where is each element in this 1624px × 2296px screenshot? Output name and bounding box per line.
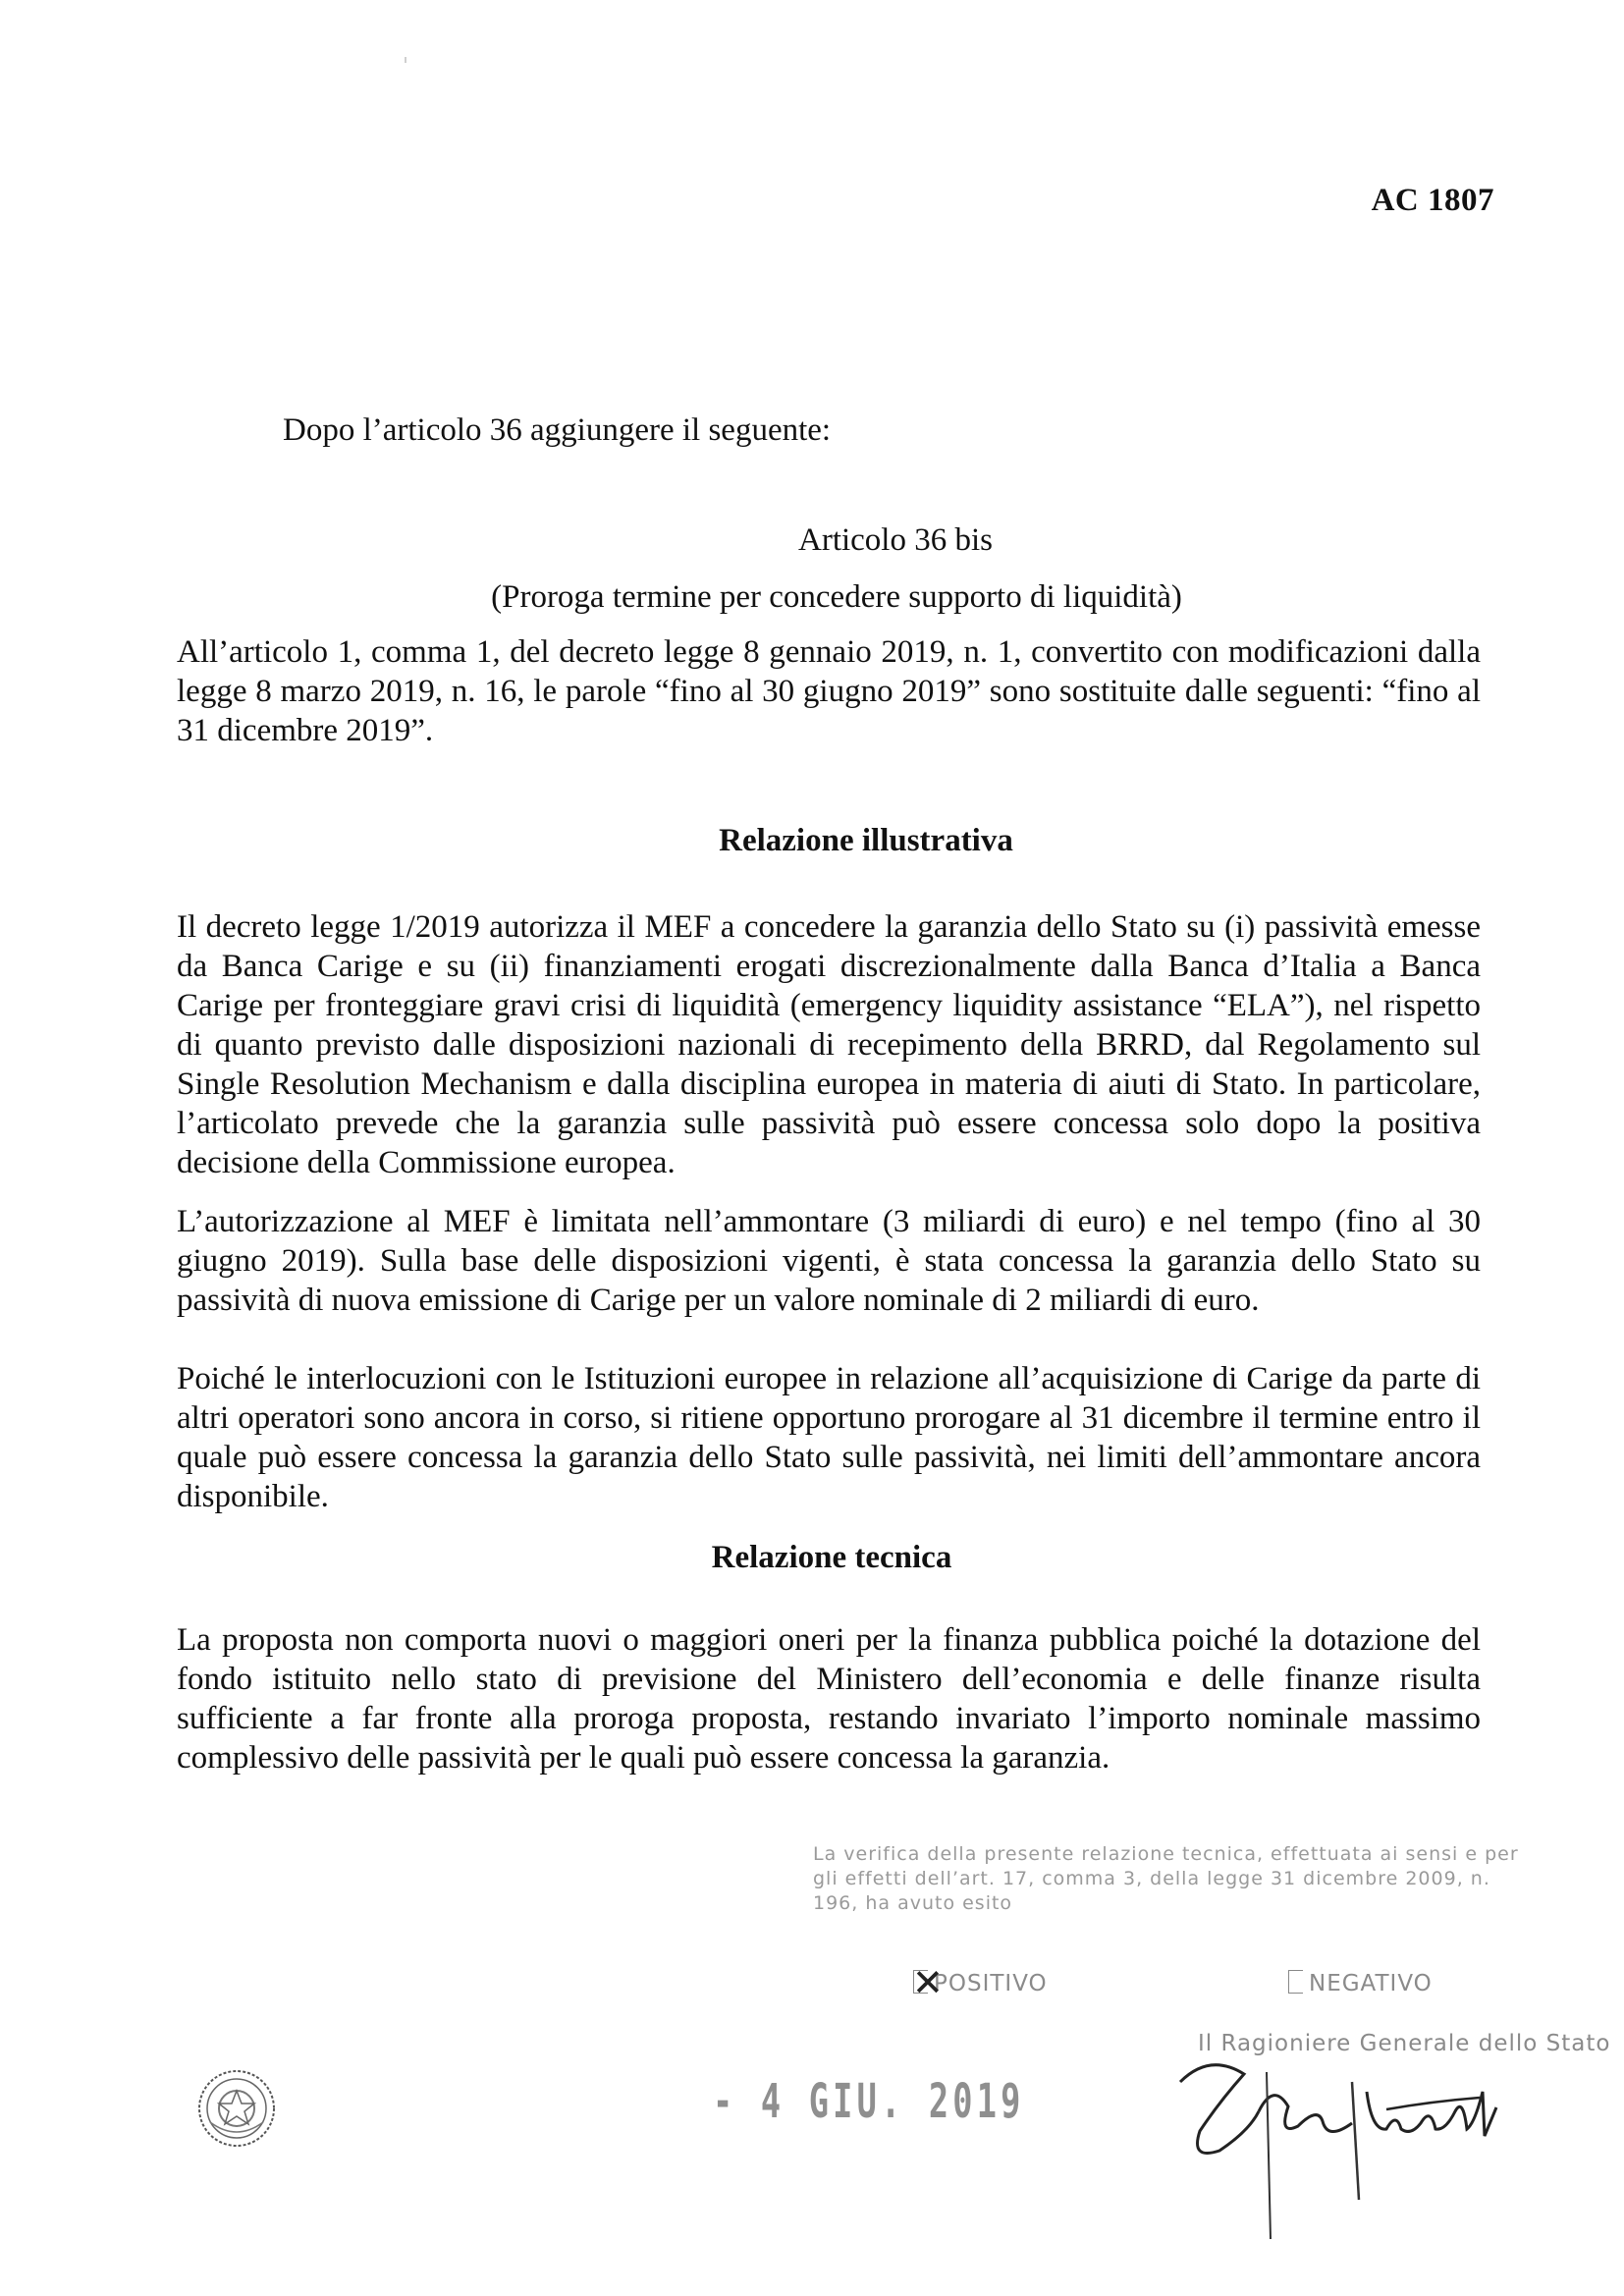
verification-stamp-note: La verifica della presente relazione tecnica, effettuata ai sensi e per gli effetti dell’art. 17, comma 3, della legge 31 dicembre 2009, n. 196, ha avuto esito bbox=[813, 1843, 1519, 1914]
checkbox-empty bbox=[1288, 1970, 1303, 1994]
option-positive-label: POSITIVO bbox=[934, 1971, 1048, 1996]
relazione-tecnica-heading: Relazione tecnica bbox=[711, 1540, 952, 1575]
relazione-illustrativa-heading: Relazione illustrativa bbox=[719, 823, 1013, 858]
stamp-option-positive bbox=[912, 1961, 1048, 2004]
illustrativa-paragraph: Poiché le interlocuzioni con le Istituzioni europee in relazione all’acquisizione di Carige da parte di altri operatori sono ancora in corso, si ritiene opportuno prorogare al 31 dicembre il termine entro il quale può essere concessa la garanzia dello Stato sulle passività, nei limiti dell’ammontare ancora disponibile. bbox=[177, 1361, 1481, 1514]
stamp-role: Il Ragioniere Generale dello Stato bbox=[1198, 2031, 1611, 2056]
stamp-date: - 4 GIU. 2019 bbox=[713, 2074, 1025, 2129]
amendment-intro: Dopo l’articolo 36 aggiungere il seguente: bbox=[283, 412, 832, 448]
illustrativa-paragraph: Il decreto legge 1/2019 autorizza il MEF a concedere la garanzia dello Stato su (i) passività emesse da Banca Carige e su (ii) finanziamenti erogati discrezionalmente dalla Banca d’Italia a Banca Carige per fronteggiare gravi crisi di liquidità (emergency liquidity assistance “ELA”), nel rispetto di quanto previsto dalle disposizioni nazionali di recepimento della BRRD, dal Regolamento sul Single Resolution Mechanism e dalla disciplina europea in materia di aiuti di Stato. In particolare, l’articolato prevede che la garanzia sulle passività può essere concessa solo dopo la positiva decisione della Commissione europea. bbox=[177, 909, 1481, 1180]
checkbox-checked bbox=[912, 1961, 945, 2004]
tecnica-paragraph: La proposta non comporta nuovi o maggiori oneri per la finanza pubblica poiché la dotazione del fondo istituito nello stato di previsione del Ministero dell’economia e delle finanze risulta sufficiente a far fronte alla proroga proposta, restando invariato l’importo nominale massimo complessivo delle passività per le quali può essere concessa la garanzia. bbox=[177, 1622, 1481, 1776]
stamp-option-negative bbox=[1288, 1970, 1433, 1996]
x-mark-icon: ✕ bbox=[912, 1961, 945, 2004]
document-code: AC 1807 bbox=[1371, 183, 1494, 218]
article-subtitle: (Proroga termine per concedere supporto di liquidità) bbox=[491, 579, 1182, 615]
illustrativa-paragraph: L’autorizzazione al MEF è limitata nell’ammontare (3 miliardi di euro) e nel tempo (fino al 30 giugno 2019). Sulla base delle disposizioni vigenti, è stata concessa la garanzia dello Stato su passività di nuova emissione di Carige per un valore nominale di 2 miliardi di euro. bbox=[177, 1204, 1481, 1318]
scan-speck bbox=[405, 57, 406, 63]
article-title: Articolo 36 bis bbox=[798, 522, 993, 558]
option-negative-label: NEGATIVO bbox=[1309, 1971, 1433, 1996]
handwritten-signature bbox=[1151, 2013, 1514, 2259]
article-text: All’articolo 1, comma 1, del decreto legge 8 gennaio 2019, n. 1, convertito con modificazioni dalla legge 8 marzo 2019, n. 16, le parole “fino al 30 giugno 2019” sono sostituite dalle seguenti: “fino al 31 dicembre 2019”. bbox=[177, 634, 1481, 748]
emblem-seal-icon bbox=[196, 2068, 277, 2149]
